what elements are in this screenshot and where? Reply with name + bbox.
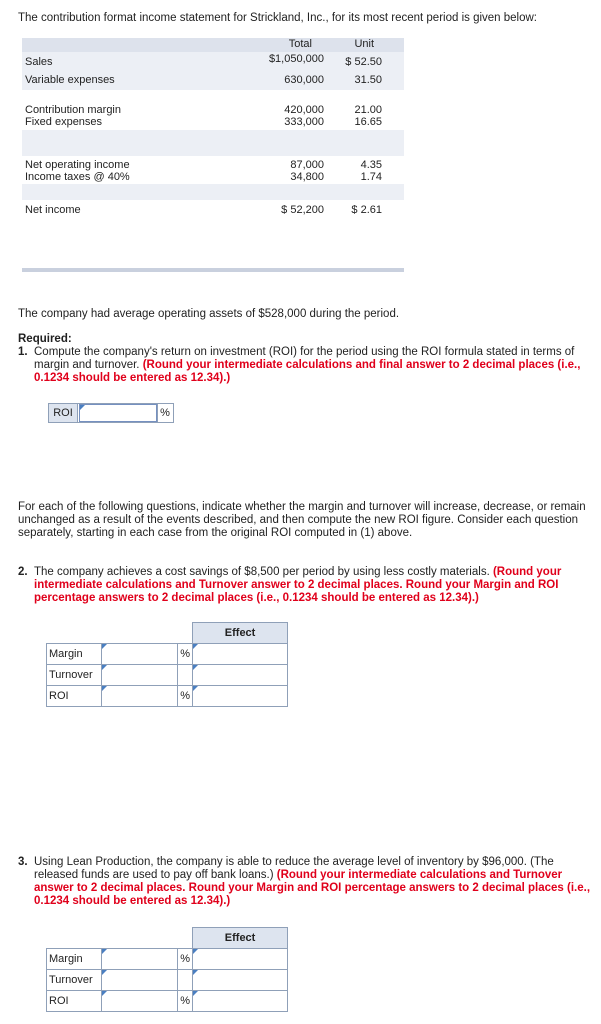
rounding-instructions: (Round your intermediate calculations and Turnover answer to 2 decimal places. Round your Margin and ROI percentage answers to 2 decimal places (i.e., 0.1234 should be entered as 12.34).) [34, 869, 591, 907]
row-total: 34,800 [290, 171, 324, 183]
turnover-input[interactable] [101, 665, 177, 686]
row-total: 87,000 [290, 159, 324, 171]
input-marker-icon [193, 644, 198, 649]
input-marker-icon [193, 686, 198, 691]
turnover-input[interactable] [101, 970, 177, 991]
statement-row-contribution [22, 104, 404, 130]
roi-input[interactable] [101, 991, 177, 1012]
col-unit: Unit [354, 38, 374, 50]
roi-label: ROI [49, 404, 78, 422]
row-label: Contribution margin [25, 104, 121, 116]
row-label: Sales [25, 56, 53, 68]
question-text: The company achieves a cost savings of $8,500 per period by using less costly materials. [34, 566, 490, 578]
input-marker-icon [193, 949, 198, 954]
row-unit: 21.00 [354, 104, 382, 116]
turnover-effect-select[interactable] [193, 665, 288, 686]
intro-text: The contribution format income statement for Strickland, Inc., for its most recent period is given below: [18, 12, 538, 24]
row-label: Income taxes @ 40% [25, 171, 130, 183]
question-number: 1. [18, 346, 28, 358]
assets-text: The company had average operating assets of $528,000 during the period. [18, 308, 400, 320]
row-label: Net income [25, 204, 81, 216]
margin-effect-select[interactable] [193, 644, 288, 665]
row-total: 333,000 [284, 116, 324, 128]
input-marker-icon [193, 991, 198, 996]
effect-header: Effect [193, 928, 288, 949]
roi-effect-select[interactable] [193, 991, 288, 1012]
statement-row-variable [22, 70, 404, 90]
input-marker-icon [193, 970, 198, 975]
row-total: 630,000 [284, 74, 324, 86]
input-marker-icon [193, 665, 198, 670]
input-marker-icon [102, 991, 107, 996]
question-2 [18, 566, 588, 605]
statement-row-net-income [22, 200, 404, 222]
percent-sign: % [178, 644, 193, 665]
effect-table-q3 [46, 927, 288, 1012]
percent-sign: % [178, 686, 193, 707]
roi-input[interactable] [79, 404, 157, 422]
row-unit: 16.65 [354, 116, 382, 128]
row-total: $ 52,200 [281, 204, 324, 216]
row-label-turnover: Turnover [47, 665, 102, 686]
margin-input[interactable] [101, 644, 177, 665]
row-label-turnover: Turnover [47, 970, 102, 991]
question-number: 3. [18, 856, 28, 868]
blank-cell [47, 928, 193, 949]
percent-sign: % [178, 991, 193, 1012]
row-total: $1,050,000 [268, 53, 324, 65]
row-unit: 4.35 [360, 159, 382, 171]
roi-input[interactable] [101, 686, 177, 707]
effect-header: Effect [193, 623, 288, 644]
spacer [22, 90, 404, 104]
question-text: Compute the company's return on investment (ROI) for the period using the ROI formula stated in terms of margin and turnover. [34, 346, 575, 371]
row-label-roi: ROI [47, 686, 102, 707]
empty-cell [178, 665, 193, 686]
turnover-effect-select[interactable] [193, 970, 288, 991]
percent-sign: % [178, 949, 193, 970]
row-label: Net operating income [25, 159, 130, 171]
income-statement [22, 38, 404, 222]
input-marker-icon [102, 644, 107, 649]
percent-sign: % [157, 404, 172, 422]
row-unit: $ 52.50 [345, 56, 382, 68]
spacer-band [22, 130, 404, 156]
row-label-margin: Margin [47, 949, 102, 970]
col-total: Total [288, 38, 312, 50]
effect-table-q2 [46, 622, 288, 707]
required-label: Required: [18, 333, 72, 345]
rounding-instructions: (Round your intermediate calculations and Turnover answer to 2 decimal places. Round your Margin and ROI percentage answers to 2 decimal places (i.e., 0.1234 should be entered as 12.34).) [34, 566, 562, 604]
input-marker-icon [102, 665, 107, 670]
row-unit: $ 2.61 [351, 204, 382, 216]
margin-effect-select[interactable] [193, 949, 288, 970]
roi-answer-box [48, 403, 174, 423]
empty-cell [178, 970, 193, 991]
row-total: 420,000 [284, 104, 324, 116]
row-unit: 1.74 [360, 171, 382, 183]
statement-header [22, 38, 404, 52]
input-marker-icon [102, 686, 107, 691]
statement-row-noi [22, 156, 404, 184]
input-marker-icon [102, 949, 107, 954]
row-label: Fixed expenses [25, 116, 103, 128]
instructions-text: For each of the following questions, indicate whether the margin and turnover will increase, decrease, or remain unchanged as a result of the events described, and then compute the new ROI figure. Consider each question separately, starting in each case from the original ROI computed in (1) above. [18, 501, 586, 539]
question-3 [18, 856, 590, 908]
input-marker-icon [102, 970, 107, 975]
row-label: Variable expenses [25, 74, 115, 86]
rounding-instructions: (Round your intermediate calculations and final answer to 2 decimal places (i.e., 0.1234 should be entered as 12.34).) [34, 359, 581, 384]
row-unit: 31.50 [354, 74, 382, 86]
input-marker-icon [80, 405, 85, 410]
row-label-margin: Margin [47, 644, 102, 665]
section-divider [22, 268, 404, 272]
row-label-roi: ROI [47, 991, 102, 1012]
question-1 [18, 346, 586, 385]
roi-effect-select[interactable] [193, 686, 288, 707]
blank-cell [47, 623, 193, 644]
question-text: Using Lean Production, the company is able to reduce the average level of inventory by $96,000. (The released funds are used to pay off bank loans.) [34, 856, 554, 881]
statement-row-sales [22, 52, 404, 70]
question-number: 2. [18, 566, 28, 578]
spacer-band [22, 184, 404, 200]
margin-input[interactable] [101, 949, 177, 970]
